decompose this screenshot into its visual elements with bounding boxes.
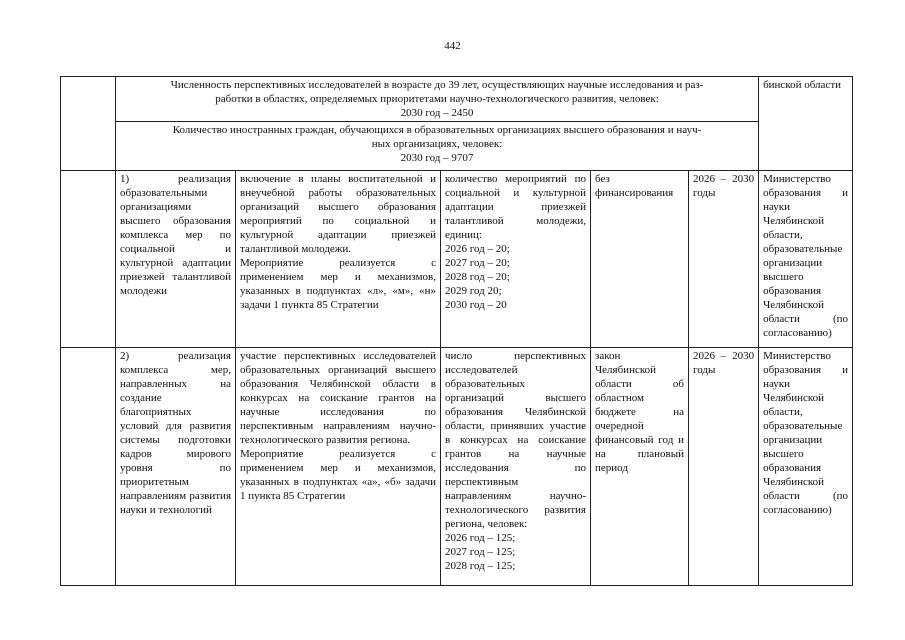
period-text: 2026 – 2030 годы <box>693 350 755 376</box>
empty-number-cell <box>61 77 116 171</box>
period-cell <box>689 348 759 586</box>
indicator-value: 2030 год – 20 <box>445 299 507 311</box>
row-number-cell <box>61 348 116 586</box>
funding-cell <box>591 348 689 586</box>
activity-paragraph-1: участие перспективных исследователей образовательных организаций высшего образования Челябинской области в конкурсах на соискание грантов на научные исследования по перспективным направлениям научно-технологического развития региона. <box>240 350 436 446</box>
measure-cell <box>116 171 236 348</box>
measure-cell <box>116 348 236 586</box>
page-number: 442 <box>444 40 461 52</box>
responsible-tail-cell <box>759 77 853 171</box>
funding-cell <box>591 171 689 348</box>
measures-table <box>60 76 853 586</box>
measure-text: 1) реализация образовательными организациями высшего образования комплекса мер по социальной и культурной адаптации приезжей талантливой молодежи <box>120 173 231 297</box>
indicator-value: 2026 год – 125; <box>445 532 516 544</box>
responsible-text: Министерство образования и науки Челябинской области, образовательные организации высшего образования Челябинской области (по согласованию) <box>763 173 849 339</box>
indicator-value: 2027 год – 125; <box>445 546 516 558</box>
indicator-value: 2027 год – 20; <box>445 257 510 269</box>
indicator-text: число перспективных исследователей образовательных организаций высшего образования Челябинской области, принявших участие в конкурсах на соискание грантов на научные исследования по перспективным направлениям научно-технологического развития региона, человек: <box>445 350 586 530</box>
indicator-value: 2028 год – 125; <box>445 560 516 572</box>
indicator2-line2: ных организациях, человек: <box>371 138 503 150</box>
activity-cell <box>236 171 441 348</box>
activity-paragraph-1: включение в планы воспитательной и внеучебной работы образовательных организаций высшего образования мероприятий по социальной и культурной адаптации приезжей талантливой молодежи. <box>240 173 436 255</box>
summary-row-1 <box>61 77 853 122</box>
responsible-cell <box>759 171 853 348</box>
indicator-cell <box>441 171 591 348</box>
indicator-text: количество мероприятий по социальной и культурной адаптации приезжей талантливой молодежи, единиц: <box>445 173 586 241</box>
funding-text: закон Челябинской области об областном бюджете на очередной финансовый год и на плановый период <box>595 350 684 474</box>
activity-paragraph-2: Мероприятие реализуется с применением мер и механизмов, указанных в подпунктах «л», «м», «н» задачи 1 пункта 85 Стратегии <box>240 257 436 311</box>
period-text: 2026 – 2030 годы <box>693 173 755 199</box>
responsible-tail: бинской области <box>763 79 842 91</box>
summary-indicator-2 <box>116 122 759 171</box>
funding-text: без финансирования <box>595 173 674 199</box>
indicator2-target: 2030 год – 9707 <box>400 152 474 164</box>
responsible-text: Министерство образования и науки Челябинской области, образовательные организации высшего образования Челябинской области (по согласованию) <box>763 350 849 516</box>
indicator-value: 2028 год – 20; <box>445 271 510 283</box>
indicator-value: 2029 год 20; <box>445 285 502 297</box>
indicator-value: 2026 год – 20; <box>445 243 510 255</box>
row-number-cell <box>61 171 116 348</box>
period-cell <box>689 171 759 348</box>
indicator1-line2: работки в областях, определяемых приоритетами научно-технологического развития, человек: <box>215 93 659 105</box>
summary-indicator-1 <box>116 77 759 122</box>
measure-row-1 <box>61 171 853 348</box>
indicator-cell <box>441 348 591 586</box>
indicator1-target: 2030 год – 2450 <box>400 107 474 119</box>
indicator2-line1: Количество иностранных граждан, обучающихся в образовательных организациях высшего образования и науч- <box>172 124 702 136</box>
summary-row-2 <box>61 122 853 171</box>
activity-cell <box>236 348 441 586</box>
indicator1-line1: Численность перспективных исследователей в возрасте до 39 лет, осуществляющих научные исследования и раз- <box>170 79 704 91</box>
activity-paragraph-2: Мероприятие реализуется с применением мер и механизмов, указанных в подпунктах «а», «б» задачи 1 пункта 85 Стратегии <box>240 448 436 502</box>
measure-row-2 <box>61 348 853 586</box>
responsible-cell <box>759 348 853 586</box>
measure-text: 2) реализация комплекса мер, направленных на создание благоприятных условий для развития системы подготовки кадров мирового уровня по приоритетным направлениям развития науки и технологий <box>120 350 231 516</box>
